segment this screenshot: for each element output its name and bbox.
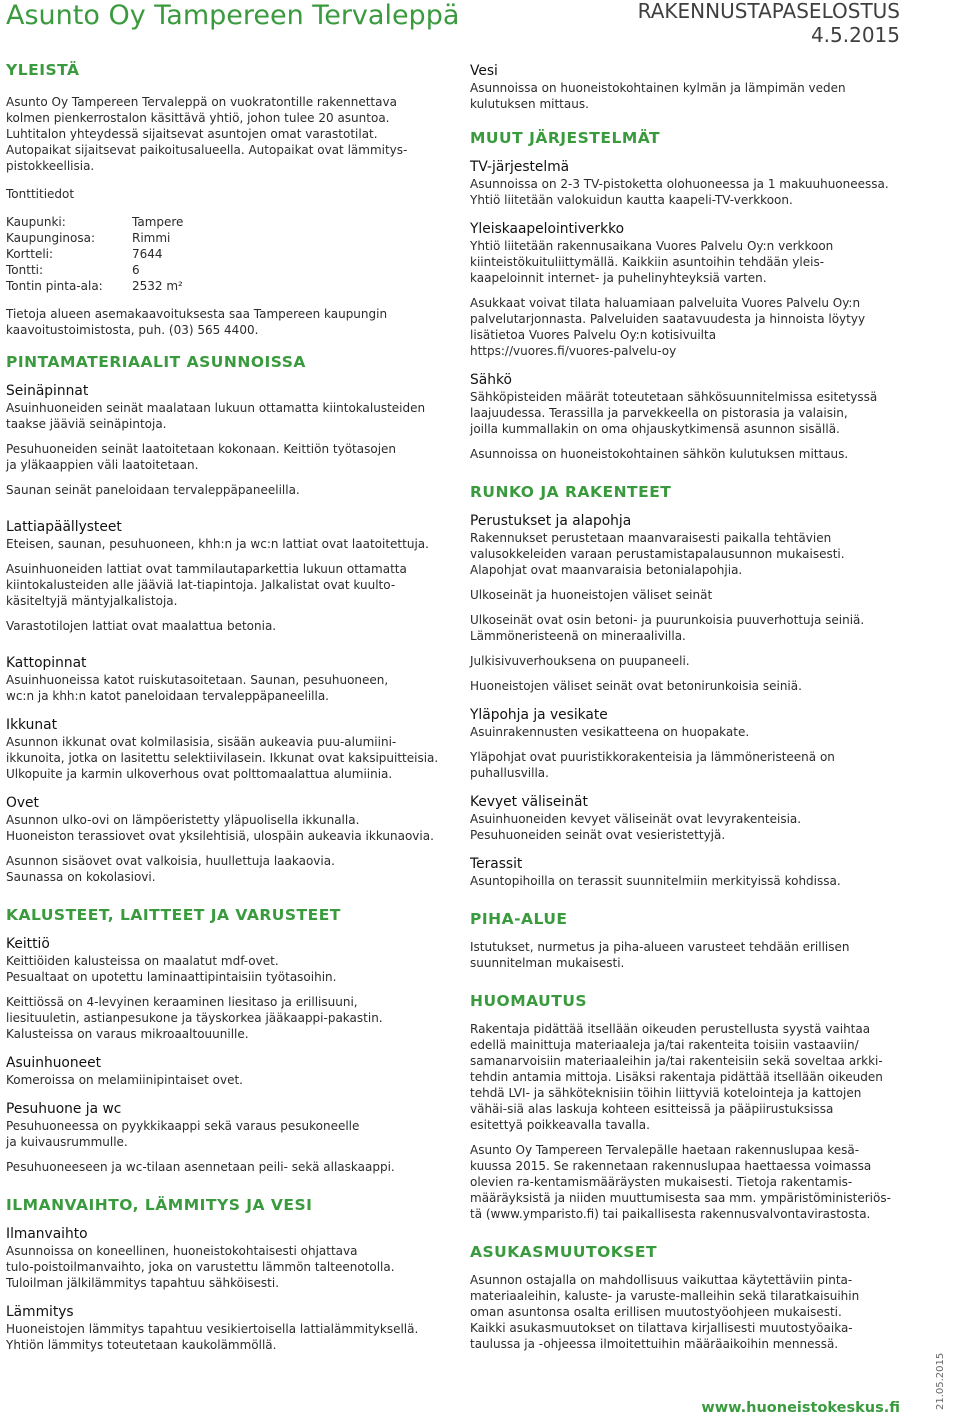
plot-row [6, 278, 446, 294]
paragraph: Asunto Oy Tampereen Tervalepälle haetaan rakennuslupaa kesä- kuussa 2015. Se rakennetaan rakennuslupaa haettaessa voimassa olevien ra-kentamismääräysten mukaisesti. Tietoja rakentamis- määräyksistä ja niiden muuttumisesta saa mm. ympäristöministeriös- tä (www.ymparisto.fi) tai paikallisesta rakennusvalvontavirastosta. [470, 1143, 891, 1221]
paragraph: Asuinhuoneiden lattiat ovat tammilautaparkettia lukuun ottamatta kiintokalusteiden alle jääviä lat-tiapintoja. Jalkalistat ovat kuulto- käsiteltyjä mäntyjalkalistoja. [6, 562, 407, 608]
paragraph: Rakennukset perustetaan maanvaraisesti paikalla tehtävien valusokkeleiden varaan perustamistapalausunnon mukaisesti. Alapohjat ovat maanvaraisia betonialapohjia. [470, 531, 845, 577]
subheading: Ovet [6, 795, 39, 811]
plot-key: Tontin pinta-ala: [6, 279, 103, 293]
subheading: Lattiapäällysteet [6, 519, 122, 535]
subheading: Terassit [470, 856, 523, 872]
paragraph: Asunnoissa on koneellinen, huoneistokohtaisesti ohjattava tulo-poistoilmanvaihto, joka on varustettu lämmön talteenotolla. Tuloilman jälkilämmitys tapahtuu sähköisesti. [6, 1244, 395, 1290]
plot-value: Rimmi [132, 231, 171, 245]
subheading: Seinäpinnat [6, 383, 89, 399]
paragraph: Asuinrakennusten vesikatteena on huopakate. [470, 725, 750, 739]
section-kalusteet [6, 905, 446, 1175]
paragraph: Asunnon ulko-ovi on lämpöeristetty yläpuolisella ikkunalla. Huoneiston terassiovet ovat yksilehtisiä, ulospäin aukeavia ikkunaovia. [6, 813, 434, 843]
paragraph: Asunnoissa on huoneistokohtainen kylmän ja lämpimän veden kulutuksen mittaus. [470, 81, 846, 111]
plot-value: Tampere [132, 215, 184, 229]
paragraph: Asunnon ikkunat ovat kolmilasisia, sisään aukeavia puu-alumiini- ikkunoita, jotka on lasitettu selektiivilasein. Ikkunat ovat kaksipuitteisia. Ulkopuite ja karmin ulkoverhous ovat polttomaalattua alumiinia. [6, 735, 439, 781]
subheading: Vesi [470, 63, 498, 79]
plot-heading: Tonttitiedot [6, 187, 75, 201]
subheading: Perustukset ja alapohja [470, 513, 632, 529]
section-title: YLEISTÄ [6, 61, 80, 79]
paragraph: Huoneistojen lämmitys tapahtuu vesikiertoisella lattialämmityksellä. Yhtiön lämmitys toteutetaan kaukolämmöllä. [6, 1322, 419, 1352]
plot-key: Kortteli: [6, 247, 54, 261]
document-type: RAKENNUSTAPASELOSTUS [637, 0, 900, 23]
paragraph: Varastotilojen lattiat ovat maalattua betonia. [6, 619, 277, 633]
paragraph: Pesuhuoneiden seinät laatoitetaan kokonaan. Keittiön työtasojen ja yläkaappien väli laatoitetaan. [6, 442, 397, 472]
section-muut-jarjestelmat [470, 128, 900, 462]
section-title: ILMANVAIHTO, LÄMMITYS JA VESI [6, 1196, 313, 1214]
subheading: Kevyet väliseinät [470, 794, 588, 810]
right-column [470, 62, 900, 1372]
paragraph: Asuinhuoneissa katot ruiskutasoitetaan. Saunan, pesuhuoneen, wc:n ja khh:n katot paneloidaan tervaleppäpaneelilla. [6, 673, 389, 703]
section-title: ASUKASMUUTOKSET [470, 1243, 658, 1261]
section-ilmanvaihto [6, 1195, 446, 1353]
paragraph: Yhtiö liitetään rakennusaikana Vuores Palvelu Oy:n verkkoon kiinteistökuituliittymällä. Kaikkiin asuntoihin tehdään yleis- kaapeloinnit internet- ja puhelinyhteyksiä varten. [470, 239, 834, 285]
subheading: TV-järjestelmä [470, 159, 570, 175]
subheading: Asuinhuoneet [6, 1055, 102, 1071]
paragraph: Ulkoseinät ovat osin betoni- ja puurunkoisia puuverhottuja seiniä. Lämmöneristeenä on mineraalivilla. [470, 613, 865, 643]
section-huomautus [470, 991, 900, 1222]
section-title: PINTAMATERIAALIT ASUNNOISSA [6, 353, 306, 371]
section-title: KALUSTEET, LAITTEET JA VARUSTEET [6, 906, 341, 924]
left-column [6, 60, 446, 1373]
paragraph: Julkisivuverhouksena on puupaneeli. [470, 654, 690, 668]
subheading: Keittiö [6, 936, 50, 952]
plot-value: 2532 m² [132, 279, 183, 293]
plot-key: Kaupunki: [6, 215, 66, 229]
paragraph: Saunan seinät paneloidaan tervaleppäpaneelilla. [6, 483, 300, 497]
paragraph: Eteisen, saunan, pesuhuoneen, khh:n ja wc:n lattiat ovat laatoitettuja. [6, 537, 429, 551]
paragraph: Pesuhuoneeseen ja wc-tilaan asennetaan peili- sekä allaskaappi. [6, 1160, 395, 1174]
paragraph: Keittiöiden kalusteissa on maalatut mdf-ovet. Pesualtaat on upotettu laminaattipintaisiin työtasoihin. [6, 954, 337, 984]
plot-table [6, 214, 446, 294]
paragraph: Istutukset, nurmetus ja piha-alueen varusteet tehdään erillisen suunnitelman mukaisesti. [470, 940, 850, 970]
subheading: Ikkunat [6, 717, 57, 733]
plot-key: Tontti: [6, 263, 44, 277]
paragraph: Rakentaja pidättää itsellään oikeuden perustellusta syystä vaihtaa edellä mainittuja materiaaleja ja/tai rakenteita toisiin vastaaviin/ samanarvoisiin materiaaleihin ja/tai rakenteisiin sekä soveltaa arkki- tehdin antamia mittoja. Lisäksi rakentaja pidättää itsellään oikeuden tehdä LVI- ja sähköteknisiin töihin liittyviä kotelointeja ja kattojen vähäi-siä alas laskuja kohteen esitteissä ja pääpiirustuksissa esitettyä poikkeavalla tavalla. [470, 1022, 883, 1132]
subheading: Sähkö [470, 372, 512, 388]
section-yleista [6, 60, 446, 338]
subheading: Ilmanvaihto [6, 1226, 88, 1242]
document-date: 4.5.2015 [810, 23, 900, 47]
section-pintamateriaalit [6, 352, 446, 885]
paragraph: Tietoja alueen asemakaavoituksesta saa Tampereen kaupungin kaavoitustoimistosta, puh. (03) 565 4400. [6, 307, 388, 337]
paragraph: Asuntopihoilla on terassit suunnitelmiin merkityissä kohdissa. [470, 874, 841, 888]
section-runko [470, 482, 900, 889]
paragraph: Asuinhuoneiden seinät maalataan lukuun ottamatta kiintokalusteiden taakse jääviä seinäpintoja. [6, 401, 426, 431]
paragraph: Asunnon ostajalla on mahdollisuus vaikuttaa käytettäviin pinta- materiaaleihin, kaluste- ja varuste-malleihin sekä tilaratkaisuihin oman asuntonsa osalta erillisen muutostyöohjeen mukaisesti. Kaikki asukasmuutokset on tilattava kirjallisesti muutostyöaika- taulussa ja -ohjeessa ilmoitettuihin määräaikoihin mennessä. [470, 1273, 860, 1351]
section-title: HUOMAUTUS [470, 992, 588, 1010]
paragraph: Keittiössä on 4-levyinen keraaminen liesitaso ja erillisuuni, liesituuletin, astianpesukone ja täyskorkea jääkaappi-pakastin. Kalusteissa on varaus mikroaaltouunille. [6, 995, 383, 1041]
section-title: MUUT JÄRJESTELMÄT [470, 129, 661, 147]
plot-row [6, 262, 446, 278]
plot-value: 7644 [132, 247, 163, 261]
side-date-stamp: 21.05.2015 [935, 1352, 946, 1410]
paragraph: Huoneistojen väliset seinät ovat betonirunkoisia seiniä. [470, 679, 802, 693]
plot-value: 6 [132, 263, 140, 277]
section-vesi [470, 62, 900, 112]
paragraph: Asunto Oy Tampereen Tervaleppä on vuokratontille rakennettava kolmen pienkerrostalon käsittävä yhtiö, johon tulee 20 asuntoa. Luhtitalon yhteydessä sijaitsevat asuntojen omat varastotilat. Autopaikat sijaitsevat paikoitusalueella. Autopaikat ovat lämmitys- pistokkeellisia. [6, 95, 408, 173]
section-title: PIHA-ALUE [470, 910, 568, 928]
section-piha [470, 909, 900, 971]
paragraph: Asunnoissa on huoneistokohtainen sähkön kulutuksen mittaus. [470, 447, 849, 461]
paragraph: Ulkoseinät ja huoneistojen väliset seinät [470, 588, 713, 602]
plot-row [6, 230, 446, 246]
plot-row [6, 214, 446, 230]
paragraph: Asukkaat voivat tilata haluamiaan palveluita Vuores Palvelu Oy:n palvelutarjonnasta. Palveluiden saatavuudesta ja hinnoista löytyy lisätietoa Vuores Palvelu Oy:n kotisivuilta https://vuores.fi/vuores-palvelu-oy [470, 296, 866, 358]
section-asukasmuutokset [470, 1242, 900, 1352]
paragraph: Komeroissa on melamiinipintaiset ovet. [6, 1073, 243, 1087]
plot-row [6, 246, 446, 262]
plot-key: Kaupunginosa: [6, 231, 95, 245]
section-title: RUNKO JA RAKENTEET [470, 483, 672, 501]
paragraph: Pesuhuoneessa on pyykkikaappi sekä varaus pesukoneelle ja kuivausrummulle. [6, 1119, 360, 1149]
subheading: Yläpohja ja vesikate [470, 707, 608, 723]
paragraph: Asuinhuoneiden kevyet väliseinät ovat levyrakenteisia. Pesuhuoneiden seinät ovat vesieristettyjä. [470, 812, 802, 842]
subheading: Yleiskaapelointiverkko [470, 221, 625, 237]
website-link[interactable]: www.huoneistokeskus.fi [701, 1400, 900, 1416]
paragraph: Asunnoissa on 2-3 TV-pistoketta olohuoneessa ja 1 makuuhuoneessa. Yhtiö liitetään valokuidun kautta kaapeli-TV-verkkoon. [470, 177, 889, 207]
subheading: Lämmitys [6, 1304, 74, 1320]
paragraph: Sähköpisteiden määrät toteutetaan sähkösuunnitelmissa esitetyssä laajuudessa. Terassilla ja parvekkeella on pistorasia ja valaisin, joilla kummallakin on oma ohjauskytkimensä asunnon sisällä. [470, 390, 878, 436]
paragraph: Yläpohjat ovat puuristikkorakenteisia ja lämmöneristeenä on puhallusvilla. [470, 750, 835, 780]
paragraph: Asunnon sisäovet ovat valkoisia, huullettuja laakaovia. Saunassa on kokolasiovi. [6, 854, 335, 884]
page-header [0, 0, 960, 47]
subheading: Pesuhuone ja wc [6, 1101, 122, 1117]
document-title: Asunto Oy Tampereen Tervaleppä [6, 0, 460, 31]
subheading: Kattopinnat [6, 655, 87, 671]
